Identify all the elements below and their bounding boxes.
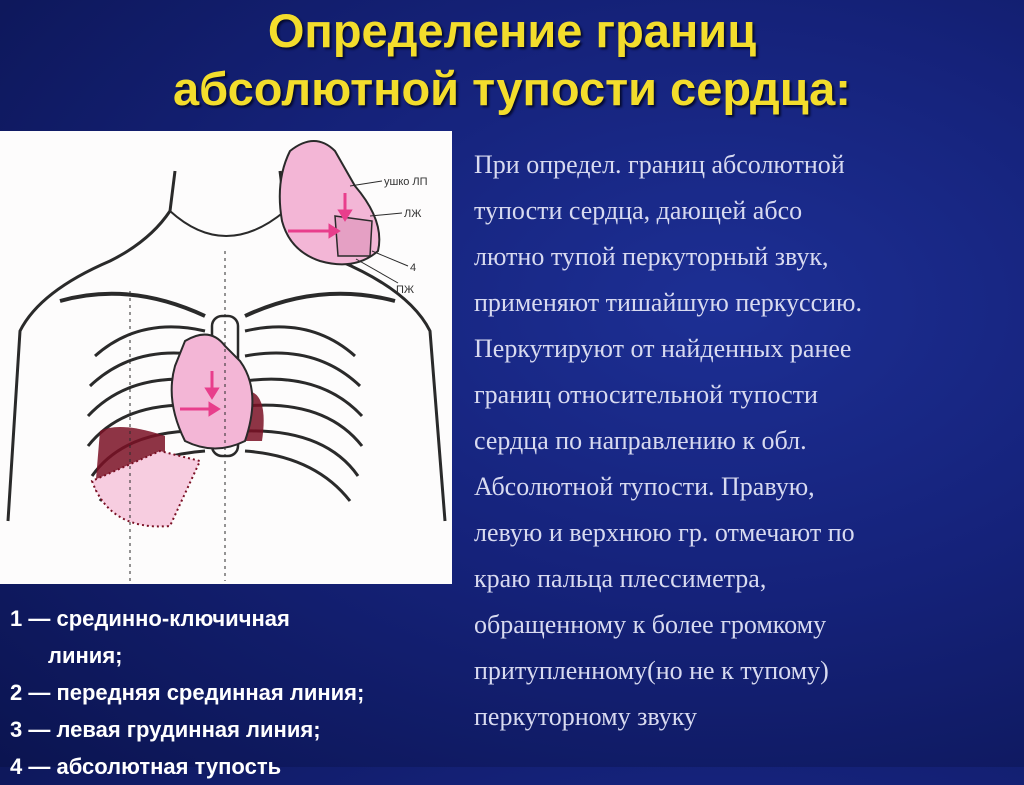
description-line: тупости сердца, дающей абсо: [474, 196, 803, 225]
legend-item-1: 1 — срединно-ключичная: [10, 606, 290, 631]
label-4: 4: [410, 262, 417, 274]
label-rv: ПЖ: [396, 284, 415, 296]
clavicle-left: [60, 294, 205, 316]
description-line: лютно тупой перкуторный звук,: [474, 242, 829, 271]
legend-item-2: 2 — передняя срединная линия;: [10, 680, 365, 705]
description-line: Абсолютной тупости. Правую,: [474, 472, 815, 501]
chest-diagram-svg: [0, 131, 452, 584]
legend: [10, 600, 470, 785]
description-line: обращенному к более громкому: [474, 610, 827, 639]
clavicle-right: [245, 294, 395, 316]
description-line: краю пальца плессиметра,: [474, 564, 767, 593]
description-line: сердца по направлению к обл.: [474, 426, 807, 455]
torso-outline: [8, 171, 445, 521]
label-lv: ЛЖ: [404, 208, 422, 220]
title-line-1: Определение границ: [267, 4, 757, 57]
title-line-2: абсолютной тупости сердца:: [173, 62, 851, 115]
inset-heart-lv: [335, 216, 372, 256]
legend-item-3: 3 — левая грудинная линия;: [10, 717, 321, 742]
description-line: перкуторному звуку: [474, 702, 698, 731]
chest-heart-illustration: [0, 131, 452, 584]
description-line: применяют тишайшую перкуссию.: [474, 288, 862, 317]
description-line: Перкутируют от найденных ранее: [474, 334, 852, 363]
legend-item-1-cont: линия;: [48, 643, 123, 668]
description-line: границ относительной тупости: [474, 380, 818, 409]
label-lap: ушко ЛП: [384, 176, 428, 188]
description-line: При определ. границ абсолютной: [474, 150, 845, 179]
description-line: левую и верхнюю гр. отмечают по: [474, 518, 855, 547]
slide-title: [0, 2, 1024, 118]
legend-item-4: 4 — абсолютная тупость: [10, 754, 282, 779]
description-line: притупленному(но не к тупому): [474, 656, 829, 685]
description-text: [474, 142, 1014, 740]
neck-outline: [170, 211, 285, 236]
